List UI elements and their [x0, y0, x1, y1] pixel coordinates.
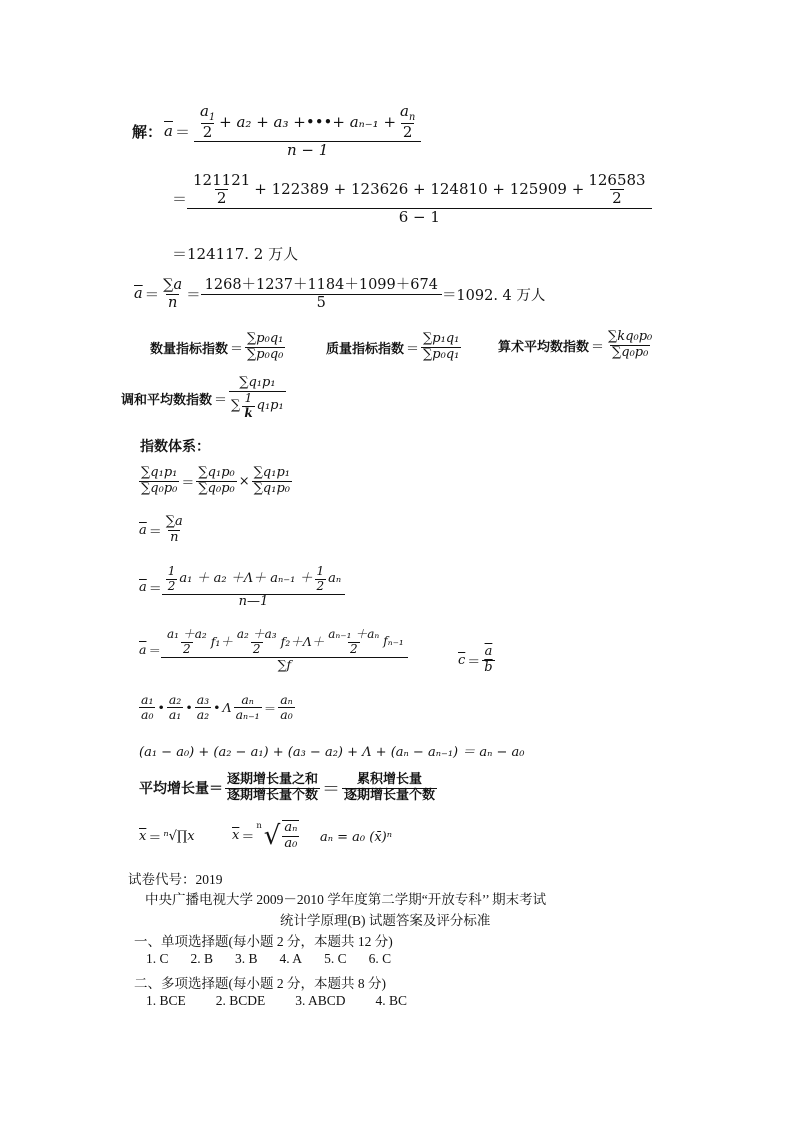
eq1-denominator: n − 1 [194, 141, 421, 159]
index-system-formula: $\frac{\text{∑q₁p₁}}{\text{∑q₀p₀}}$ ＝ $\frac{\text{∑q₁p₀}}{\text{∑q₀p₀}}$ × $\frac{\text{∑q₁p₁}}{\text{∑q₁p₀}}$ [141, 465, 290, 496]
solution-eq1: 解： $\overline{a}$ ＝ $\frac{a_1}{2}$ + a₂ + a₃ +•••+ aₙ₋₁ + $\frac{a_n}{2}$ n − 1 [132, 103, 419, 160]
eq1-middle-terms: + a₂ + a₃ +•••+ aₙ₋₁ + [219, 112, 397, 131]
section-2-answers [146, 993, 407, 1009]
mean-symbol: $\overline{a}$ [164, 122, 173, 141]
ratio-mean-formula: $\overline{c}$ ＝ $\frac{\overline{a}}{b}$ [458, 644, 493, 675]
harmonic-mean-index: 调和平均数指数 ＝ ∑q₁p₁ ∑ $\frac{1}{k}$ q₁p₁ [121, 375, 284, 420]
exam-subtitle: 统计学原理(B) 试题答案及评分标准 [280, 913, 491, 928]
exam-title: 中央广播电视大学 2009－2010 学年度第二学期“开放专科’’ 期末考试 [145, 892, 547, 907]
geometric-mean-formula-3: aₙ = a₀ (x̄)ⁿ [320, 830, 393, 845]
answer-item: 4. A [279, 951, 303, 966]
section-1-answers [146, 951, 391, 967]
average-growth-formula: 平均增长量＝ $\frac{\text{逐期增长量之和}}{\text{逐期增长量个数}}$ ＝ $\frac{\text{累积增长量}}{\text{逐期增长量个数}}$ [139, 772, 436, 803]
difference-sum-formula: (a₁ − a₀) + (a₂ − a₁) + (a₃ − a₂) + Λ + (aₙ − aₙ₋₁) ＝ aₙ − a₀ [139, 745, 525, 760]
answer-item: 6. C [368, 951, 392, 966]
answer-item: 1. BCE [146, 993, 186, 1008]
index-system-label: 指数体系： [140, 439, 210, 455]
answer-item: 2. BCDE [215, 993, 266, 1008]
section-1-heading: 一、单项选择题(每小题 2 分，本题共 12 分) [134, 934, 393, 949]
solution-eq2: ＝ $\frac{121121}{2}$ + 122389 + 123626 + 124810 + 125909 + $\frac{126583}{2}$ 6 − 1 [172, 172, 650, 226]
solution-label: 解： [132, 122, 163, 141]
result-2: ＝1092. 4 万人 [441, 287, 546, 304]
answer-item: 3. B [235, 951, 258, 966]
eq2-denominator: 6 − 1 [187, 208, 652, 226]
quality-index: 质量指标指数 ＝ $\frac{\text{∑p₁q₁}}{\text{∑p₀q₁}}$ [326, 331, 460, 362]
section-2-heading: 二、多项选择题(每小题 2 分，本题共 8 分) [134, 976, 386, 991]
exam-code: 试卷代号：2019 [128, 872, 223, 887]
weighted-chrono-mean-formula: $\overline{a}$ ＝ $\frac{\text{a₁ ＋a₂}}{2}$ f₁＋ $\frac{\text{a₂ ＋a₃}}{2}$ f₂＋Λ＋ $\frac{\text{aₙ₋₁ ＋aₙ}}{2}$ fₙ₋₁ ∑f [139, 628, 406, 672]
chronological-mean-formula: $\overline{a}$ ＝ $\frac{1}{2}$ a₁ ＋ a₂ ＋Λ＋ aₙ₋₁ ＋ $\frac{1}{2}$ aₙ n—1 [139, 565, 343, 610]
quantity-index: 数量指标指数 ＝ $\frac{\text{∑p₀q₁}}{\text{∑p₀q₀}}$ [150, 331, 284, 362]
arithmetic-mean-index: 算术平均数指数 ＝ $\frac{\text{∑kq₀p₀}}{\text{∑q₀p₀}}$ [498, 329, 653, 360]
answer-item: 5. C [324, 951, 347, 966]
answer-item: 4. BC [375, 993, 408, 1008]
geometric-mean-formula-2: $\overline{x}$ ＝ $^n$ √ $\frac{\text{aₙ}}{\text{a₀}}$ [232, 820, 298, 851]
solution-eq3: $\overline{a}$ ＝ $\frac{\sum a}{n}$ ＝ $\frac{1268+1237+1184+1099+674}{5}$ ＝1092. 4 万人 [134, 277, 546, 311]
answer-item: 3. ABCD [295, 993, 346, 1008]
simple-mean-formula: $\overline{a}$ ＝ $\frac{\sum a}{n}$ [139, 514, 183, 545]
answer-item: 1. C [146, 951, 169, 966]
eq2-middle-terms: + 122389 + 123626 + 124810 + 125909 + [254, 180, 585, 199]
ratio-product-formula: $\frac{\text{a₁}}{\text{a₀}}$ • $\frac{\text{a₂}}{\text{a₁}}$ • $\frac{\text{a₃}}{\text{a₂}}$ • Λ $\frac{\text{aₙ}}{\text{aₙ₋₁}}$ ＝ $\frac{\text{aₙ}}{\text{a₀}}$ [141, 692, 293, 723]
geometric-mean-formula-1: $\overline{x}$ ＝ ⁿ√∏x [139, 829, 195, 846]
result-1: ＝124117. 2 万人 [172, 245, 299, 263]
answer-item: 2. B [190, 951, 214, 966]
